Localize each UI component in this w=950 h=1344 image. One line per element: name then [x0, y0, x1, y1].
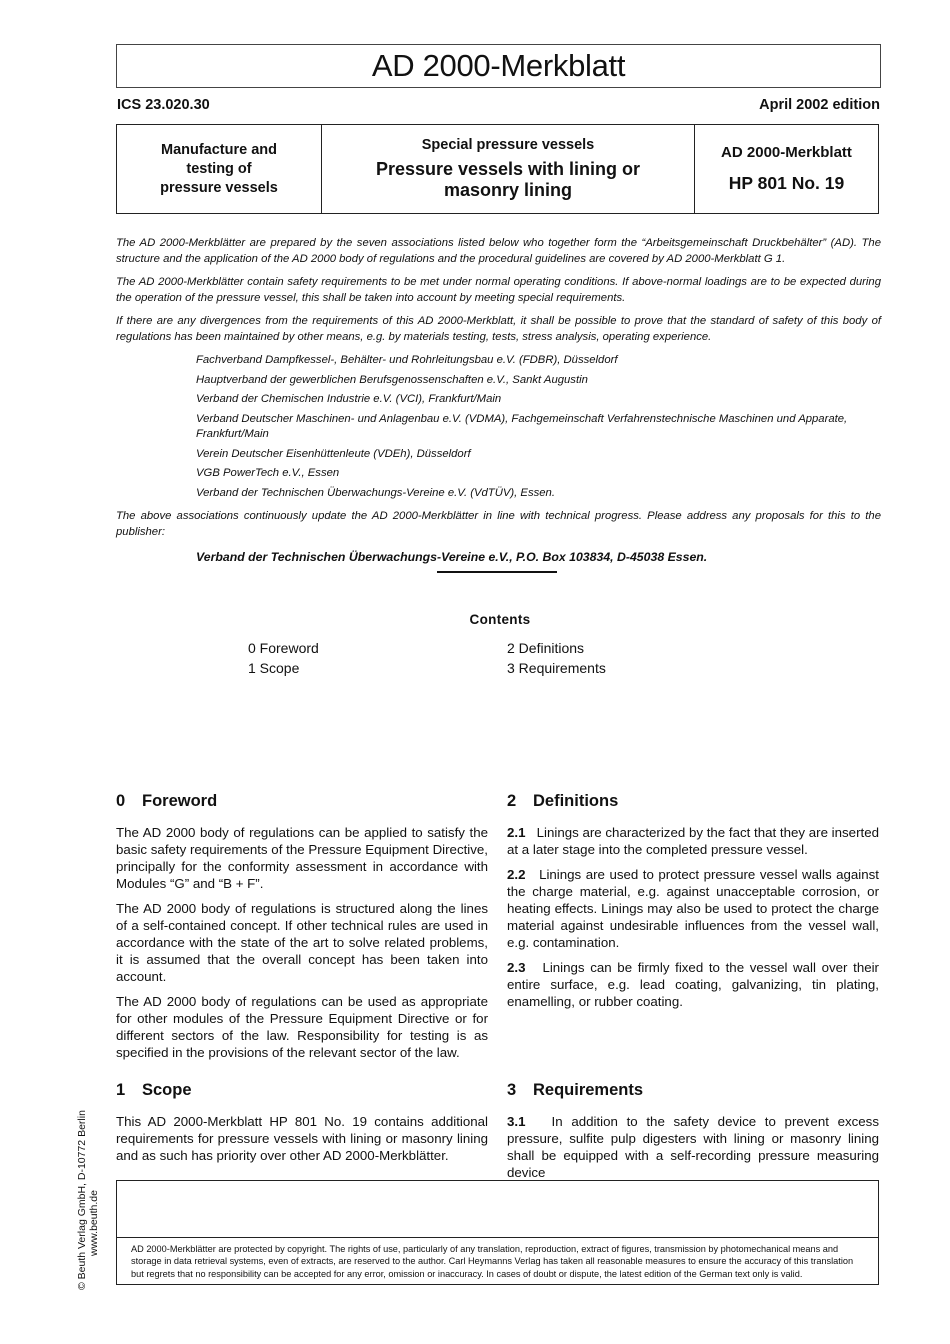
toc-item[interactable]: 2 Definitions	[507, 640, 585, 656]
list-item: Verband Deutscher Maschinen- und Anlagenbau e.V. (VDMA), Fachgemeinschaft Verfahrenstechnische Maschinen und Apparate, Frankfurt/Main	[196, 412, 848, 440]
section-heading: 0 Foreword	[116, 792, 218, 810]
document-title: AD 2000-Merkblatt	[116, 44, 881, 88]
header-table	[116, 124, 879, 214]
document-number: HP 801 No. 19	[728, 173, 845, 193]
toc-item[interactable]: 3 Requirements	[507, 660, 606, 676]
toc	[507, 638, 606, 678]
publisher-sidebar: © Beuth Verlag GmbH, D-10772 Berlin www.beuth.de	[76, 1110, 100, 1290]
header-subtitle: Special pressure vessels	[421, 137, 595, 153]
list-item: Hauptverband der gewerblichen Berufsgenossenschaften e.V., Sankt Augustin	[196, 373, 588, 386]
header-main-title: Pressure vessels with lining or	[375, 159, 641, 179]
intro-text: The AD 2000-Merkblätter are prepared by the seven associations listed below who together form the “Arbeitsgemeinschaft Druckbehälter” (AD). The structure and the application of the AD 2000 body of regulations and the procedural guidelines are covered by AD 2000-Merkblatt G 1. The AD 2000-Merkblätter contain safety requirements to be met under normal operating conditions. If above-normal loadings are to be expected during the operation of the pressure vessel, this shall be taken into account by meeting special requirements. If there are any divergences from the requirements of this AD 2000-Merkblatt, it shall be possible to prove that the standard of safety of this body of regulations has been maintained by other means, e.g. by materials testing, tests, stress analysis, operating experience. Fachverband Dampfkessel-, Behälter- und Rohrleitungsbau e.V. (FDBR), Düsseldorf Hauptverband der gewerblichen Berufsgenossenschaften e.V., Sankt Augustin Verband der Chemischen Industrie e.V. (VCI), Frankfurt/Main Verband Deutscher Maschinen- und Anlagenbau e.V. (VDMA), Fachgemeinschaft Verfahrenstechnische Maschinen und Apparate, Frankfurt/Main Verein Deutscher Eisenhüttenleute (VDEh), Düsseldorf VGB PowerTech e.V., Essen Verband der Technischen Überwachungs-Vereine e.V. (VdTÜV), Essen. The above associations continuously update the AD 2000-Merkblätter in line with technical progress. Please address any proposals for this to the publisher: Verband der Technischen Überwachungs-Vereine e.V., P.O. Box 103834, D-45038 Essen.	[116, 237, 881, 564]
list-item: Fachverband Dampfkessel-, Behälter- und Rohrleitungsbau e.V. (FDBR), Düsseldorf	[196, 354, 618, 366]
header-reference: AD 2000-Merkblatt HP 801 No. 19	[721, 144, 852, 193]
edition-date: April 2002 edition	[759, 97, 880, 113]
clause: 3.1 In addition to the safety device to prevent excess pressure, sulfite pulp digesters with lining or masonry lining shall be equipped with a self-recording pressure measuring device	[507, 1114, 879, 1180]
toc-item[interactable]: 1 Scope	[248, 660, 300, 676]
section-heading: 1 Scope	[116, 1081, 192, 1099]
publisher-address: Verband der Technischen Überwachungs-Vereine e.V., P.O. Box 103834, D-45038 Essen.	[196, 550, 708, 564]
header-subject: Special pressure vessels Pressure vessels with lining or masonry lining	[322, 125, 695, 213]
list-item: VGB PowerTech e.V., Essen	[196, 467, 340, 479]
list-item: Verband der Technischen Überwachungs-Vereine e.V. (VdTÜV), Essen.	[196, 486, 555, 499]
ics-code: ICS 23.020.30	[117, 97, 210, 113]
section-foreword: 0 Foreword The AD 2000 body of regulations can be applied to satisfy the basic safety requirements of the Pressure Equipment Directive, principally for the conformity assessment in accordance with Modules “G” and “B + F”. The AD 2000 body of regulations is structured along the lines of a self-contained concept. If other technical rules are used in accordance with the state of the art to solve related problems, it is assumed that the overall concept has been taken into account. The AD 2000 body of regulations can be used as appropriate for other modules of the Pressure Equipment Directive or for different sectors of the law. Responsibility for testing is as specified in the provisions of the relevant sector of the law.	[116, 792, 488, 1060]
publisher-link[interactable]: www.beuth.de	[88, 1190, 100, 1256]
contents-heading: Contents	[469, 612, 531, 627]
toc	[248, 638, 319, 678]
copyright-box	[116, 1180, 879, 1285]
section-definitions	[507, 793, 879, 1018]
copyright-notice: AD 2000-Merkblätter are protected by copyright. The rights of use, particularly of any translation, reproduction, extract of figures, transmission by photomechanical means and storage in data retrieval systems, even of extracts, are reserved to the author. Carl Heymanns Verlag has taken all reasonable measures to ensure the accuracy of this translation but regrets that no responsibility can be accepted for any error, omission or inaccuracy. In cases of doubt or dispute, the latest edition of the German text only is valid.	[117, 1237, 878, 1285]
list-item: Verein Deutscher Eisenhüttenleute (VDEh), Düsseldorf	[196, 447, 471, 460]
section-scope: 1 Scope This AD 2000-Merkblatt HP 801 No. 19 contains additional requirements for pressure vessels with lining or masonry lining and as such has priority over other AD 2000-Merkblätter.	[116, 1081, 488, 1163]
toc-item[interactable]: 0 Foreword	[248, 640, 319, 656]
header-category: Manufacture and testing of pressure vessels	[117, 125, 322, 213]
list-item: Verband der Chemischen Industrie e.V. (VCI), Frankfurt/Main	[196, 393, 502, 405]
association-list	[196, 353, 881, 501]
clause: 2.1 Linings are characterized by the fact that they are inserted at a later stage into the completed pressure vessel.	[507, 825, 879, 857]
divider	[437, 571, 557, 573]
clause: 2.3 Linings can be firmly fixed to the vessel wall over their entire surface, e.g. lead coating, galvanizing, tin plating, enamelling, or rubber coating.	[507, 960, 879, 1009]
section-heading: 3 Requirements	[507, 1081, 644, 1099]
section-requirements	[507, 1082, 879, 1189]
clause: 2.2 Linings are used to protect pressure vessel walls against the charge material, e.g. against unacceptable corrosion, or heating effects. Linings may also be used to protect the charge material against undesirable influences from the vessel wall, e.g. contamination.	[507, 867, 879, 950]
section-heading: 2 Definitions	[507, 792, 619, 810]
